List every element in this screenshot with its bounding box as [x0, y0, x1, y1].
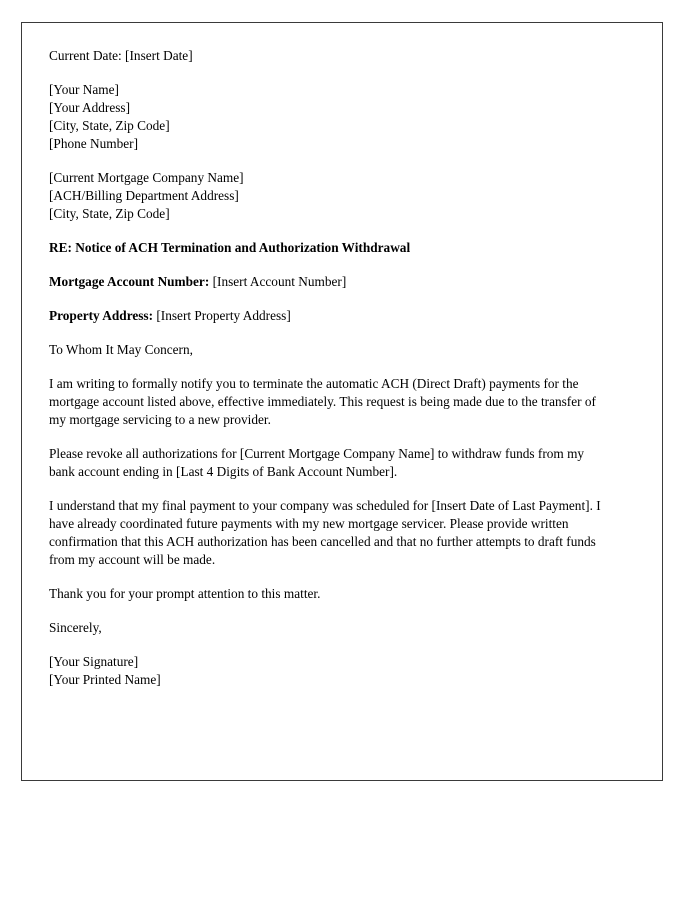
sender-name-line: [Your Name]: [49, 82, 119, 97]
letter-content: [49, 47, 611, 689]
mortgage-account-number-row: [49, 273, 611, 291]
sender-phone-line: [Phone Number]: [49, 136, 138, 151]
body-paragraph-3: [49, 497, 611, 569]
property-address-field: [49, 307, 611, 325]
closing-thanks-paragraph: [49, 585, 611, 603]
closing-salutation: [49, 619, 611, 637]
mortgage-account-number-value: [Insert Account Number]: [212, 274, 347, 289]
body-paragraph-1: [49, 375, 611, 429]
recipient-address-block: [49, 169, 611, 223]
recipient-city-state-zip-line: [City, State, Zip Code]: [49, 206, 170, 221]
letter-border-frame: [21, 22, 663, 781]
subject-line: [49, 239, 611, 257]
sender-address-block: [49, 81, 611, 153]
sender-address-line: [Your Address]: [49, 100, 131, 115]
recipient-department-line: [ACH/Billing Department Address]: [49, 188, 239, 203]
body-paragraph-2: [49, 445, 611, 481]
closing-thanks-text: Thank you for your prompt attention to this matter.: [49, 586, 321, 601]
recipient-company-line: [Current Mortgage Company Name]: [49, 170, 244, 185]
current-date-line: Current Date: [Insert Date]: [49, 48, 193, 63]
body-paragraph-1-text: I am writing to formally notify you to terminate the automatic ACH (Direct Draft) payments for the mortgage account listed above, effective immediately. This request is being made due to the transfer of my mortgage servicing to a new provider.: [49, 376, 596, 427]
property-address-label: Property Address:: [49, 308, 154, 323]
mortgage-account-number-field: [49, 273, 611, 291]
body-paragraph-2-text: Please revoke all authorizations for [Current Mortgage Company Name] to withdraw funds from my bank account ending in [Last 4 Digits of Bank Account Number].: [49, 446, 585, 479]
printed-name-line: [Your Printed Name]: [49, 672, 161, 687]
property-address-row: [49, 307, 611, 325]
closing-salutation-text: Sincerely,: [49, 620, 102, 635]
mortgage-account-number-label: Mortgage Account Number:: [49, 274, 210, 289]
sender-city-state-zip-line: [City, State, Zip Code]: [49, 118, 170, 133]
salutation-text: To Whom It May Concern,: [49, 342, 193, 357]
body-paragraph-3-text: I understand that my final payment to your company was scheduled for [Insert Date of Last Payment]. I have already coordinated future payments with my new mortgage servicer. Please provide written confirmation that this ACH authorization has been cancelled and that no further attempts to draft funds from my account will be made.: [49, 498, 601, 567]
subject-text: RE: Notice of ACH Termination and Authorization Withdrawal: [49, 240, 411, 255]
salutation: [49, 341, 611, 359]
property-address-value: [Insert Property Address]: [156, 308, 291, 323]
signature-block: [49, 653, 611, 689]
signature-placeholder-line: [Your Signature]: [49, 654, 139, 669]
